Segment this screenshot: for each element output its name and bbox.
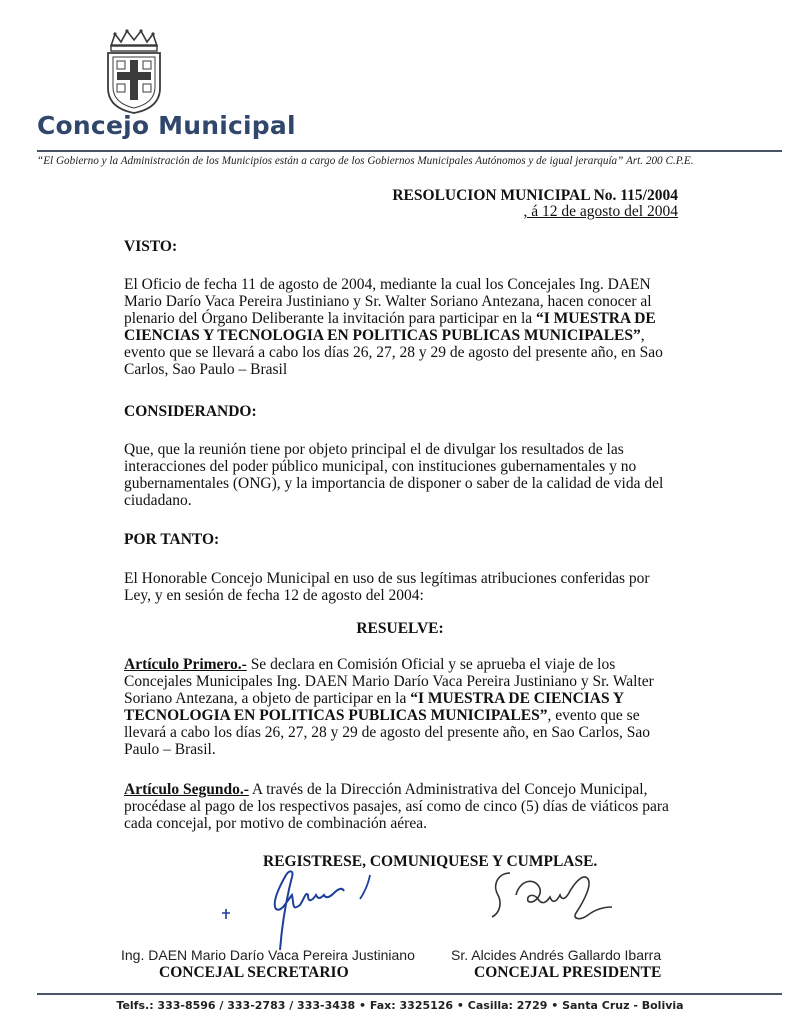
articulo-primero-line: llevará a cabo los días 26, 27, 28 y 29 de agosto del presente año, en Sao Carlos, Sao [124, 724, 651, 741]
organization-name: Concejo Municipal [37, 111, 296, 140]
articulo-segundo-line: procédase al pago de los respectivos pasajes, así como de cinco (5) días de viáticos para [124, 798, 669, 815]
por-tanto-heading: POR TANTO: [124, 531, 220, 548]
considerando-heading: CONSIDERANDO: [124, 403, 257, 420]
resolution-number: RESOLUCION MUNICIPAL No. 115/2004 [392, 187, 678, 204]
resolution-date: , á 12 de agosto del 2004 [523, 203, 678, 220]
visto-paragraph [124, 276, 679, 378]
articulo-primero-line: Soriano Antezana, a objeto de participar en la “I MUESTRA DE CIENCIAS Y [124, 690, 625, 707]
articulo-primero-line: TECNOLOGIA EN POLITICAS PUBLICAS MUNICIPALES”, evento que se [124, 707, 640, 724]
left-signature [220, 865, 390, 955]
right-signature [480, 865, 640, 935]
considerando-line: Que, que la reunión tiene por objeto principal el de divulgar los resultados de las [124, 441, 624, 458]
por-tanto-line: Ley, y en sesión de fecha 12 de agosto del 2004: [124, 587, 424, 604]
articulo-segundo-title: Artículo Segundo.- [124, 781, 249, 798]
articulo-primero-title: Artículo Primero.- [124, 656, 247, 673]
footer-divider [37, 993, 782, 995]
por-tanto-paragraph [124, 570, 679, 604]
visto-heading: VISTO: [124, 238, 178, 255]
articulo-segundo [124, 781, 679, 832]
considerando-line: interacciones del poder público municipal, con instituciones gubernamentales y no [124, 458, 637, 475]
header-motto: “El Gobierno y la Administración de los Municipios están a cargo de los Gobiernos Municipales Autónomos y de igual jerarquía” Art. 200 C.P.E. [37, 155, 694, 167]
articulo-primero-line: Artículo Primero.- Se declara en Comisión Oficial y se aprueba el viaje de los [124, 656, 616, 673]
articulo-segundo-line: Artículo Segundo.- A través de la Dirección Administrativa del Concejo Municipal, [124, 781, 648, 798]
por-tanto-line: El Honorable Concejo Municipal en uso de sus legítimas atribuciones conferidas por [124, 570, 650, 587]
visto-line: plenario del Órgano Deliberante la invitación para participar en la “I MUESTRA DE [124, 310, 656, 327]
closing-statement: REGISTRESE, COMUNIQUESE Y CUMPLASE. [263, 853, 598, 870]
right-signatory-name: Sr. Alcides Andrés Gallardo Ibarra [451, 947, 662, 963]
municipal-crest-logo [103, 28, 165, 114]
visto-line: Mario Darío Vaca Pereira Justiniano y Sr. Walter Soriano Antezana, hacen conocer al [124, 293, 652, 310]
visto-line: CIENCIAS Y TECNOLOGIA EN POLITICAS PUBLICAS MUNICIPALES”, [124, 327, 645, 344]
articulo-primero [124, 656, 679, 758]
articulo-primero-line: Paulo – Brasil. [124, 741, 216, 758]
considerando-paragraph [124, 441, 679, 509]
articulo-segundo-line: cada concejal, por motivo de combinación aérea. [124, 815, 427, 832]
considerando-line: gubernamentales (ONG), y la importancia de disponer o saber de la calidad de vida del [124, 475, 664, 492]
left-signatory-name: Ing. DAEN Mario Darío Vaca Pereira Justiniano [121, 947, 415, 963]
visto-line: El Oficio de fecha 11 de agosto de 2004, mediante la cual los Concejales Ing. DAEN [124, 276, 651, 293]
visto-line: Carlos, Sao Paulo – Brasil [124, 361, 288, 378]
right-signatory-role: CONCEJAL PRESIDENTE [474, 964, 662, 981]
considerando-line: ciudadano. [124, 492, 192, 509]
articulo-primero-line: Concejales Municipales Ing. DAEN Mario Darío Vaca Pereira Justiniano y Sr. Walter [124, 673, 654, 690]
header-divider [37, 150, 782, 152]
resuelve-heading: RESUELVE: [356, 620, 444, 637]
visto-line: evento que se llevará a cabo los días 26, 27, 28 y 29 de agosto del presente año, en Sao [124, 344, 663, 361]
left-signatory-role: CONCEJAL SECRETARIO [159, 964, 349, 981]
footer-contact: Telfs.: 333-8596 / 333-2783 / 333-3438 • Fax: 3325126 • Casilla: 2729 • Santa Cruz - Bolivia [116, 999, 684, 1012]
